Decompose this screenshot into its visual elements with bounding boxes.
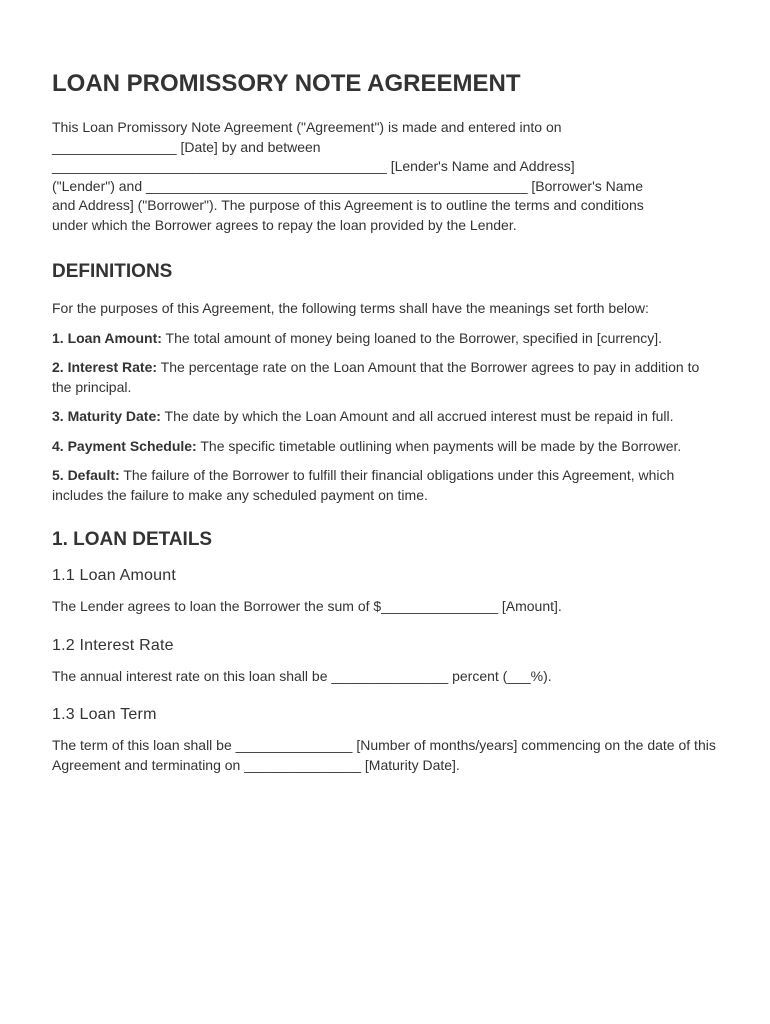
definition-text: The failure of the Borrower to fulfill their financial obligations under this Agreement, which includes the failure to make any scheduled payment on time. [52, 467, 675, 503]
intro-line-3: ___________________________________________ [Lender's Name and Address] [52, 158, 575, 174]
definition-item [52, 358, 718, 397]
definition-item [52, 329, 718, 349]
loan-amount-text: The Lender agrees to loan the Borrower the sum of $_______________ [Amount]. [52, 598, 562, 614]
loan-amount-heading: 1.1 Loan Amount [52, 567, 176, 584]
intro-line-1: This Loan Promissory Note Agreement ("Agreement") is made and entered into on [52, 119, 562, 135]
loan-term-heading: 1.3 Loan Term [52, 706, 157, 723]
intro-line-2: ________________ [Date] by and between [52, 138, 321, 155]
loan-term-text: The term of this loan shall be _______________ [Number of months/years] commencing on the date of this Agreement and terminating on _______________ [Maturity Date]. [52, 737, 716, 773]
intro-line-6: under which the Borrower agrees to repay the loan provided by the Lender. [52, 216, 517, 233]
definitions-lead: For the purposes of this Agreement, the following terms shall have the meanings set forth below: [52, 300, 649, 316]
document-title: LOAN PROMISSORY NOTE AGREEMENT [52, 70, 521, 97]
definition-term: 1. Loan Amount: [52, 329, 162, 346]
intro-line-4: ("Lender") and _________________________________________________ [Borrower's Name [52, 177, 643, 194]
definition-item [52, 466, 718, 505]
definition-term: 3. Maturity Date: [52, 408, 161, 424]
interest-rate-text: The annual interest rate on this loan shall be _______________ percent (___%). [52, 667, 552, 684]
definition-term: 5. Default: [52, 467, 120, 483]
definition-text: The total amount of money being loaned to the Borrower, specified in [currency]. [161, 329, 663, 346]
loan-details-heading: 1. LOAN DETAILS [52, 529, 213, 550]
intro-paragraph [52, 118, 718, 235]
definition-term: 4. Payment Schedule: [52, 437, 197, 454]
definition-item [52, 437, 718, 457]
definition-item [52, 407, 718, 427]
definition-text: The date by which the Loan Amount and all accrued interest must be repaid in full. [160, 408, 674, 424]
definition-text: The percentage rate on the Loan Amount that the Borrower agrees to pay in addition to the principal. [52, 359, 700, 395]
interest-rate-heading: 1.2 Interest Rate [52, 636, 174, 654]
intro-line-5: and Address] ("Borrower"). The purpose of this Agreement is to outline the terms and conditions [52, 197, 644, 213]
definition-term: 2. Interest Rate: [52, 359, 158, 375]
definitions-heading: DEFINITIONS [52, 261, 173, 282]
definition-text: The specific timetable outlining when payments will be made by the Borrower. [196, 437, 682, 454]
